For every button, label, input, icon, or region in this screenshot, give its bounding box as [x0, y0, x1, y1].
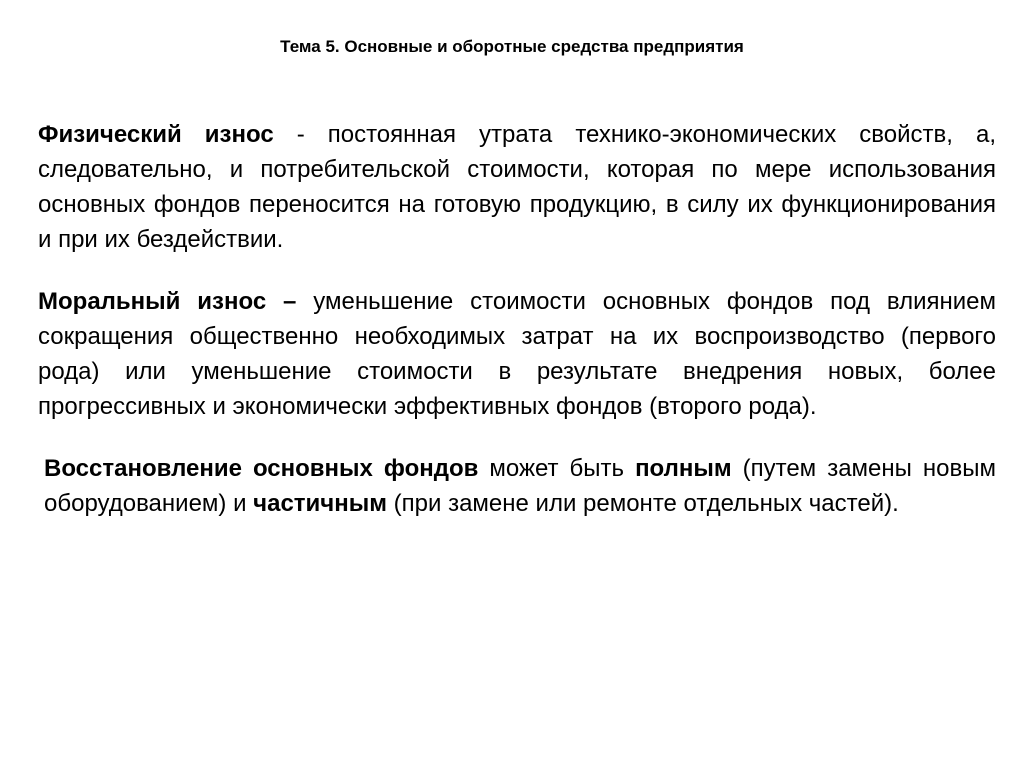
slide-title: Тема 5. Основные и оборотные средства предприятия: [280, 37, 744, 56]
physical-wear-definition: - постоянная утрата технико-экономических свойств, а, следовательно, и потребительской стоимости, которая по мере использования основных фондов переносится на готовую продукцию, в силу их функционирования и при их бездействии.: [38, 121, 997, 253]
moral-wear-paragraph: [38, 284, 996, 424]
physical-wear-term: Физический износ: [38, 121, 274, 148]
slide-body: [38, 117, 996, 521]
moral-wear-term: Моральный износ –: [38, 288, 297, 315]
physical-wear-paragraph: [38, 117, 996, 257]
restoration-term: Восстановление основных фондов: [44, 455, 479, 482]
restoration-full-term: полным: [635, 455, 732, 482]
restoration-text-1: может быть: [478, 455, 636, 482]
moral-wear-definition: уменьшение стоимости основных фондов под влиянием сокращения общественно необходимых затрат на их воспроизводство (первого рода) или уменьшение стоимости в результате внедрения новых, более прогрессивных и экономически эффективных фондов (второго рода).: [38, 288, 996, 420]
restoration-text-3: (при замене или ремонте отдельных частей).: [386, 490, 899, 517]
restoration-text-2: (путем замены новым оборудованием) и: [44, 455, 996, 517]
restoration-paragraph: [38, 451, 996, 521]
restoration-partial-term: частичным: [253, 490, 387, 517]
